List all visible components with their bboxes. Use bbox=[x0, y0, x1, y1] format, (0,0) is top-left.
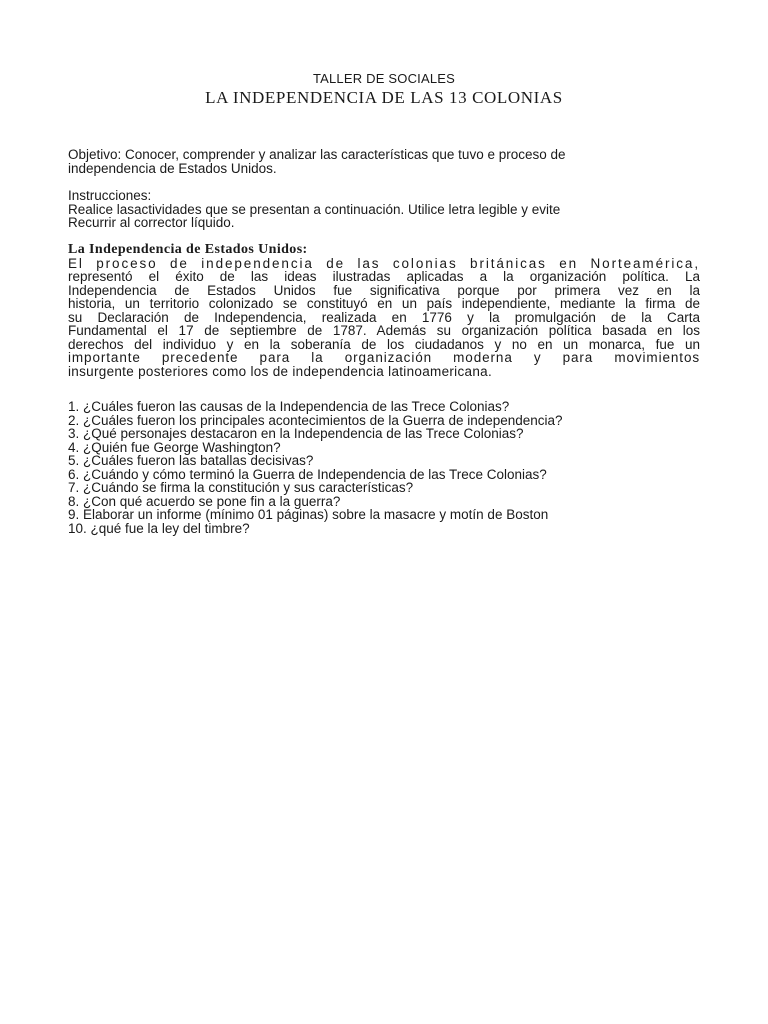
paragraph-line: derechos del individuo y en la soberanía de los ciudadanos y no en un monarca, fue un bbox=[68, 336, 700, 352]
paragraph-line: su Declaración de Independencia, realizada en 1776 y la promulgación de la Carta bbox=[68, 309, 700, 325]
paragraph-line: Fundamental el 17 de septiembre de 1787. Además su organización política basada en los bbox=[68, 323, 700, 338]
instructions-line: Recurrir al corrector líquido. bbox=[68, 215, 235, 230]
questions-list bbox=[68, 400, 700, 535]
question-item: 9. Elaborar un informe (mínimo 01 páginas) sobre la masacre y motín de Boston bbox=[68, 507, 549, 522]
question-item: 1. ¿Cuáles fueron las causas de la Independencia de las Trece Colonias? bbox=[68, 399, 510, 414]
paragraph-line: importante precedente para la organización moderna y para movimientos bbox=[68, 350, 700, 365]
question-item: 2. ¿Cuáles fueron los principales acontecimientos de la Guerra de independencia? bbox=[68, 412, 563, 428]
question-item: 10. ¿qué fue la ley del timbre? bbox=[68, 520, 250, 536]
independence-section bbox=[68, 243, 700, 378]
instructions-line: Realice lasactividades que se presentan a continuación. Utilice letra legible y evite bbox=[68, 201, 561, 217]
question-item: 3. ¿Qué personajes destacaron en la Independencia de las Trece Colonias? bbox=[68, 426, 524, 441]
section-title: La Independencia de Estados Unidos: bbox=[68, 242, 308, 257]
question-item: 7. ¿Cuándo se firma la constitución y sus características? bbox=[68, 480, 414, 495]
paragraph-line: historia, un territorio colonizado se constituyó en un país independiente, mediante la firma de bbox=[68, 296, 700, 311]
question-item: 8. ¿Con qué acuerdo se pone fin a la guerra? bbox=[68, 493, 341, 509]
question-item: 6. ¿Cuándo y cómo terminó la Guerra de Independencia de las Trece Colonias? bbox=[68, 466, 547, 482]
instructions-heading: Instrucciones: bbox=[68, 188, 152, 203]
instructions-block bbox=[68, 189, 700, 230]
objective-line: independencia de Estados Unidos. bbox=[68, 160, 277, 176]
document-subtitle: TALLER DE SOCIALES bbox=[312, 71, 456, 86]
paragraph-line: insurgente posteriores como los de independencia latinoamericana. bbox=[68, 363, 492, 379]
objective-line: Objetivo: Conocer, comprender y analizar las características que tuvo e proceso de bbox=[68, 147, 566, 162]
paragraph-line: Independencia de Estados Unidos fue significativa porque por primera vez en la bbox=[68, 282, 700, 298]
paragraph-line: El proceso de independencia de las colonias británicas en Norteamérica, bbox=[68, 255, 700, 271]
question-item: 5. ¿Cuáles fueron las batallas decisivas? bbox=[68, 453, 314, 468]
question-item: 4. ¿Quién fue George Washington? bbox=[68, 439, 281, 455]
objective-block bbox=[68, 148, 700, 175]
document-title: LA INDEPENDENCIA DE LAS 13 COLONIAS bbox=[205, 88, 563, 107]
paragraph-line: representó el éxito de las ideas ilustradas aplicadas a la organización política. La bbox=[68, 269, 700, 284]
